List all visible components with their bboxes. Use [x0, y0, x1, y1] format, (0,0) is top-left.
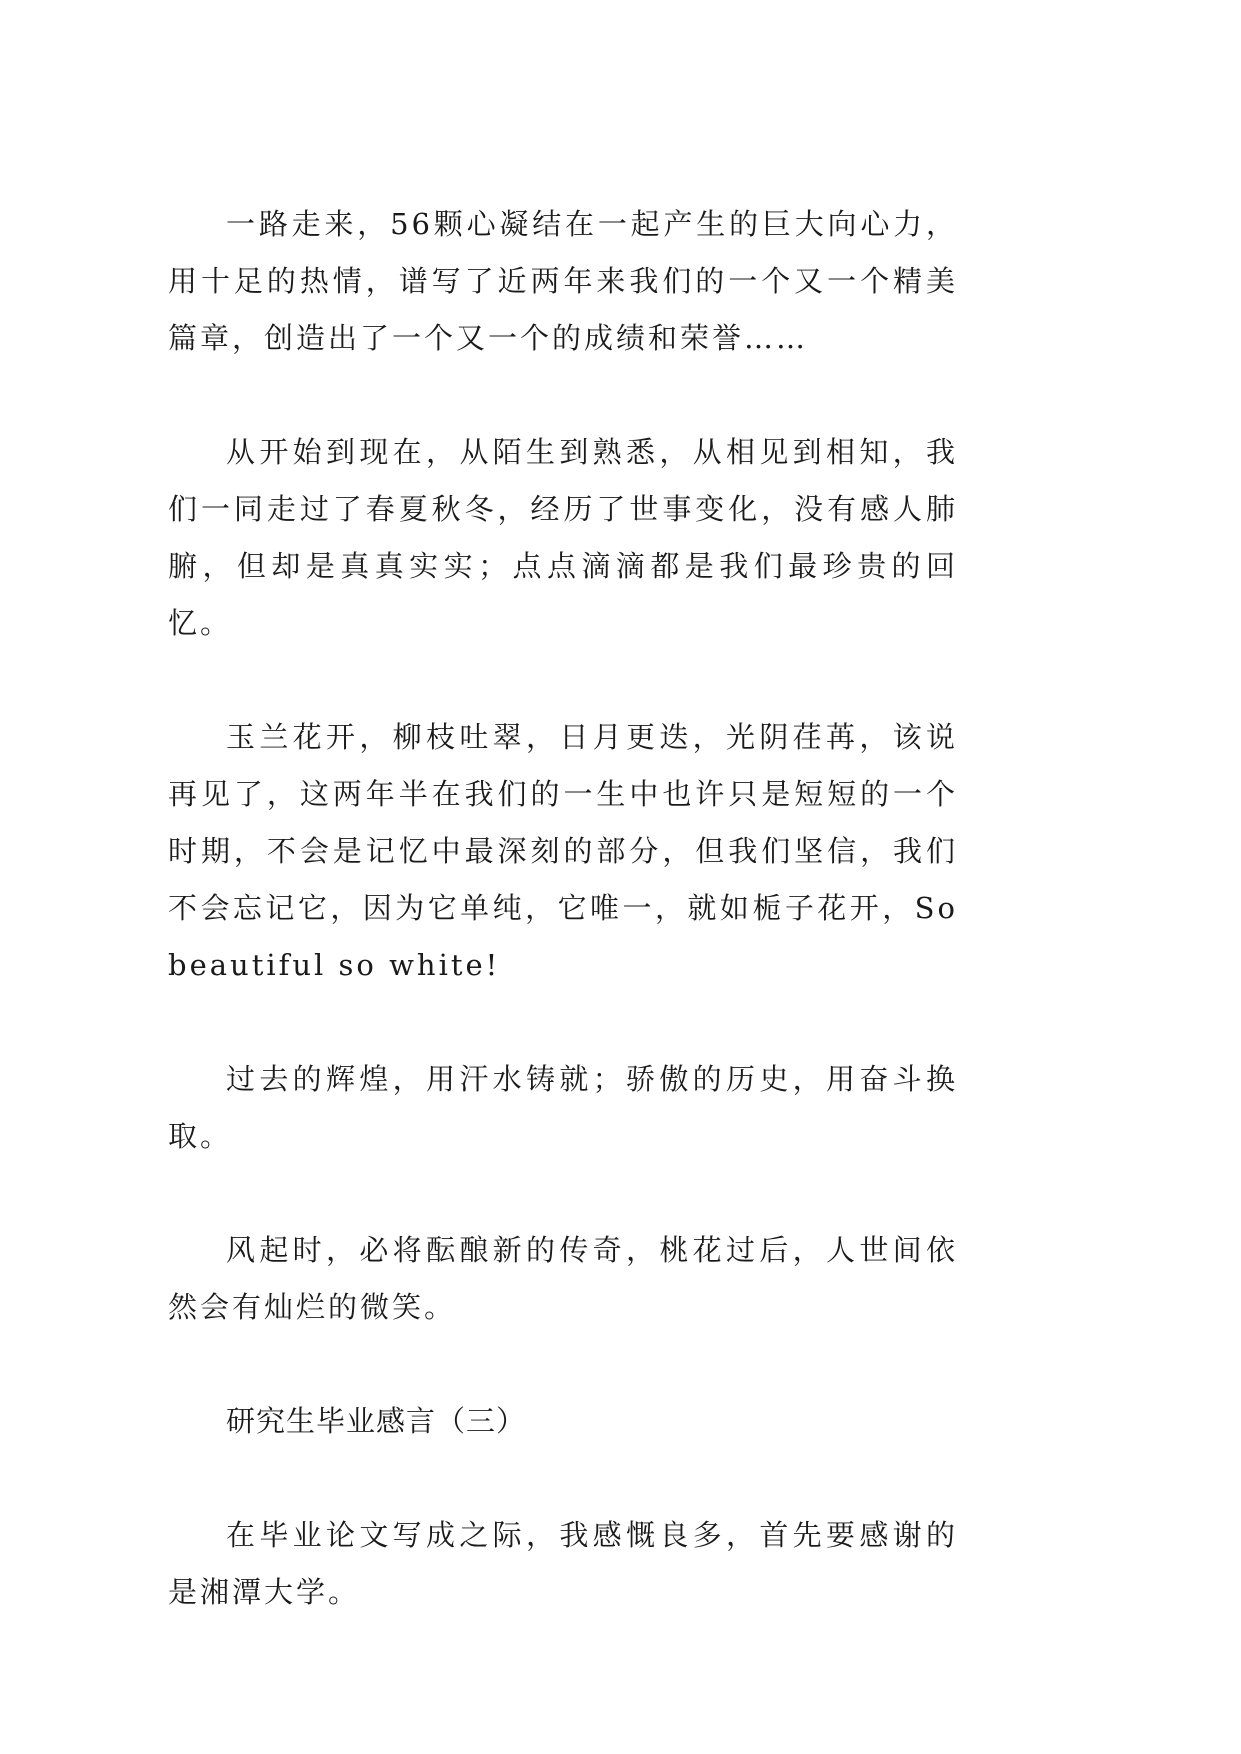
section-heading: 研究生毕业感言（三） — [226, 1404, 527, 1438]
paragraph: 从开始到现在，从陌生到熟悉，从相见到相知，我们一同走过了春夏秋冬，经历了世事变化，没有感人肺腑，但却是真真实实；点点滴滴都是我们最珍贵的回忆。 — [168, 435, 958, 640]
paragraph: 风起时，必将酝酿新的传奇，桃花过后，人世间依然会有灿烂的微笑。 — [168, 1233, 958, 1324]
paragraph: 过去的辉煌，用汗水铸就；骄傲的历史，用奋斗换取。 — [168, 1062, 958, 1153]
document-body — [168, 196, 958, 1678]
paragraph: 在毕业论文写成之际，我感慨良多，首先要感谢的是湘潭大学。 — [168, 1518, 958, 1609]
paragraph: 一路走来，56颗心凝结在一起产生的巨大向心力，用十足的热情，谱写了近两年来我们的一个又一个精美篇章，创造出了一个又一个的成绩和荣誉…… — [168, 207, 958, 355]
paragraph: 玉兰花开，柳枝吐翠，日月更迭，光阴荏苒，该说再见了，这两年半在我们的一生中也许只是短短的一个时期，不会是记忆中最深刻的部分，但我们坚信，我们不会忘记它，因为它单纯，它唯一，就如栀子花开，So beautiful so white! — [168, 720, 958, 982]
